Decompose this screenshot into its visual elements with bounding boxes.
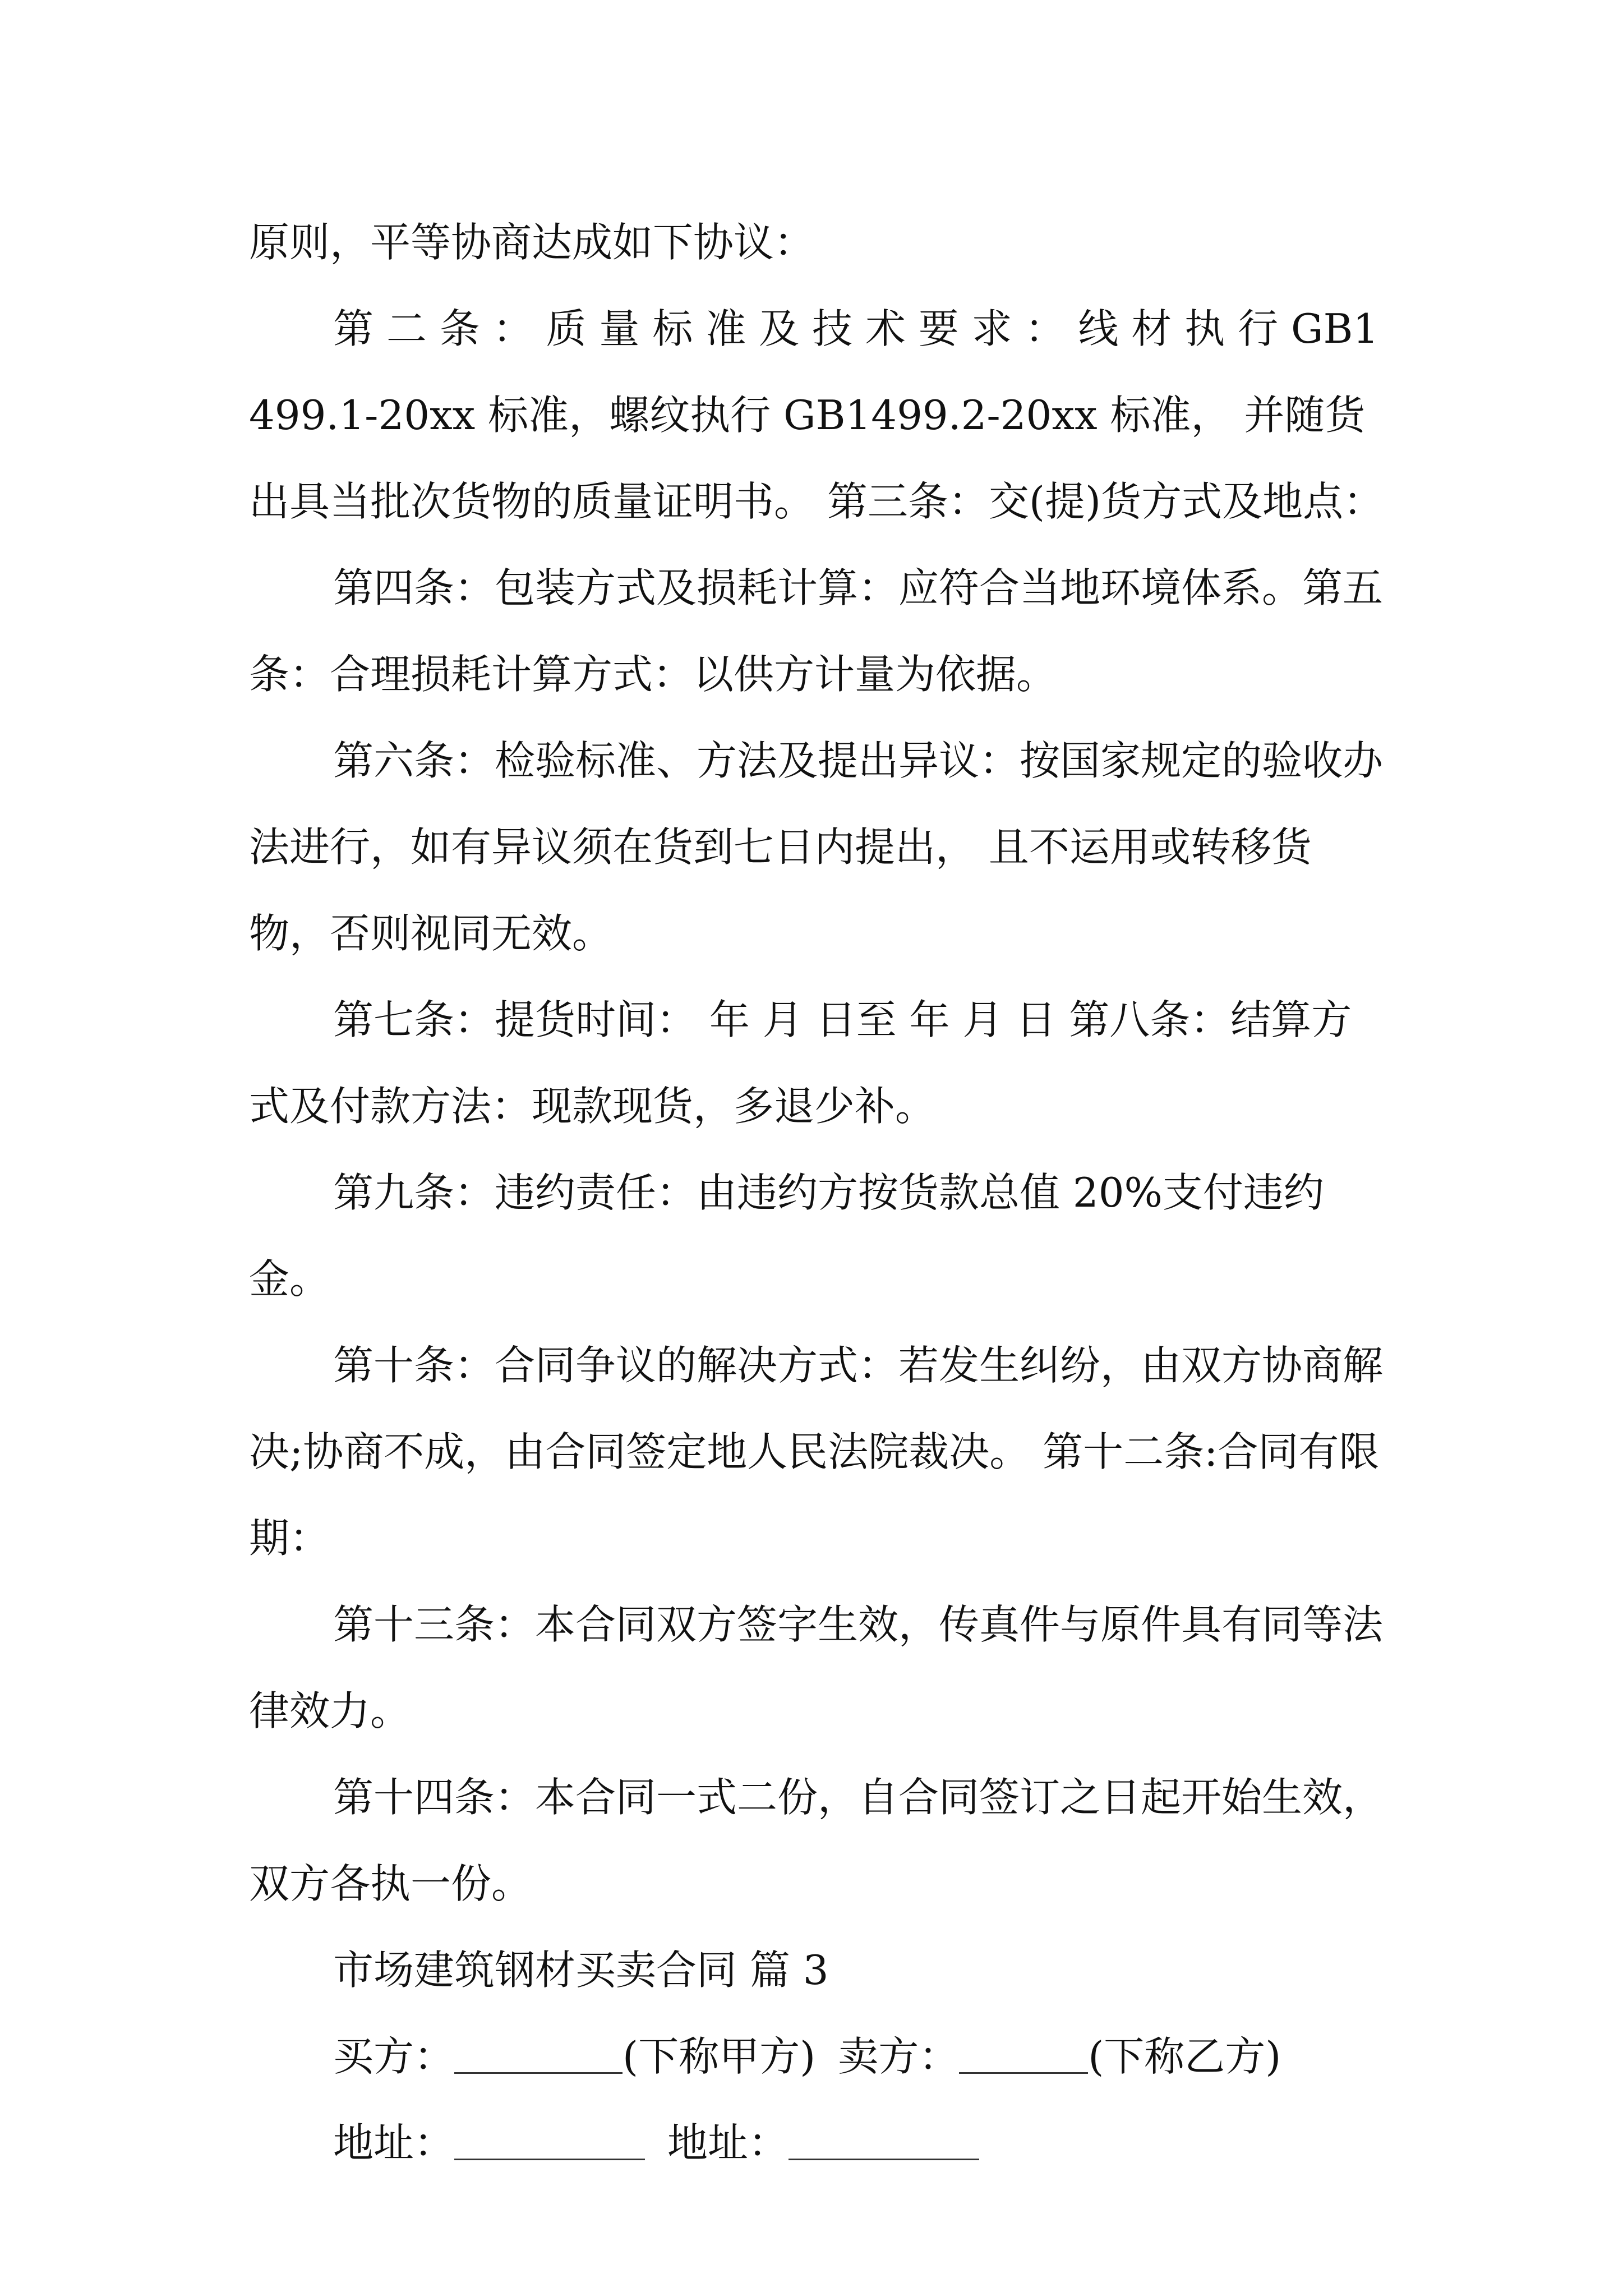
seller-address-blank[interactable] bbox=[789, 2125, 979, 2160]
paragraph-article-4: 第四条：包装方式及损耗计算：应符合当地环境体系。第五条：合理损耗计算方式：以供方计量为依据。 bbox=[249, 564, 1384, 698]
seller-label: 卖方： bbox=[838, 2033, 960, 2080]
paragraph-article-6: 第六条：检验标准、方法及提出异议：按国家规定的验收办法进行，如有异议须在货到七日内提出， 且不运用或转移货物，否则视同无效。 bbox=[249, 737, 1384, 957]
parties-line bbox=[249, 2013, 1385, 2100]
paragraph-article-10: 第十条：合同争议的解决方式：若发生纠纷，由双方协商解决;协商不成，由合同签定地人民法院裁决。 第十二条:合同有限期： bbox=[249, 1342, 1384, 1562]
paragraph-article-14: 第十四条：本合同一式二份，自合同签订之日起开始生效，双方各执一份。 bbox=[249, 1774, 1384, 1907]
seller-address-label: 地址： bbox=[667, 2119, 789, 2166]
buyer-address-label: 地址： bbox=[333, 2119, 455, 2166]
paragraph-article-13: 第十三条：本合同双方签字生效，传真件与原件具有同等法律效力。 bbox=[249, 1601, 1384, 1734]
seller-name-blank[interactable] bbox=[959, 2039, 1088, 2074]
buyer-suffix: (下称甲方) bbox=[623, 2033, 816, 2080]
document-body bbox=[249, 199, 1385, 2186]
paragraph-article-7: 第七条：提货时间： 年 月 日至 年 月 日 第八条：结算方式及付款方法：现款现货，多退少补。 bbox=[249, 996, 1352, 1130]
address-line bbox=[249, 2100, 1385, 2186]
paragraph-article-2: 第 二 条 ： 质 量 标 准 及 技 术 要 求 ： 线 材 执 行 GB1499.1-20xx 标准，螺纹执行 GB1499.2-20xx 标准， 并随货出具当批次货物的质量证明书。 第三条：交(提)货方式及地点： bbox=[249, 305, 1384, 525]
buyer-label: 买方： bbox=[333, 2033, 455, 2080]
section-heading: 市场建筑钢材买卖合同 篇 3 bbox=[333, 1947, 829, 1994]
paragraph-agreement-intro: 原则，平等协商达成如下协议： bbox=[249, 219, 815, 266]
seller-suffix: (下称乙方) bbox=[1088, 2033, 1281, 2080]
buyer-address-blank[interactable] bbox=[454, 2125, 645, 2160]
buyer-name-blank[interactable] bbox=[454, 2039, 623, 2074]
paragraph-article-9: 第九条：违约责任：由违约方按货款总值 20%支付违约金。 bbox=[249, 1169, 1324, 1303]
